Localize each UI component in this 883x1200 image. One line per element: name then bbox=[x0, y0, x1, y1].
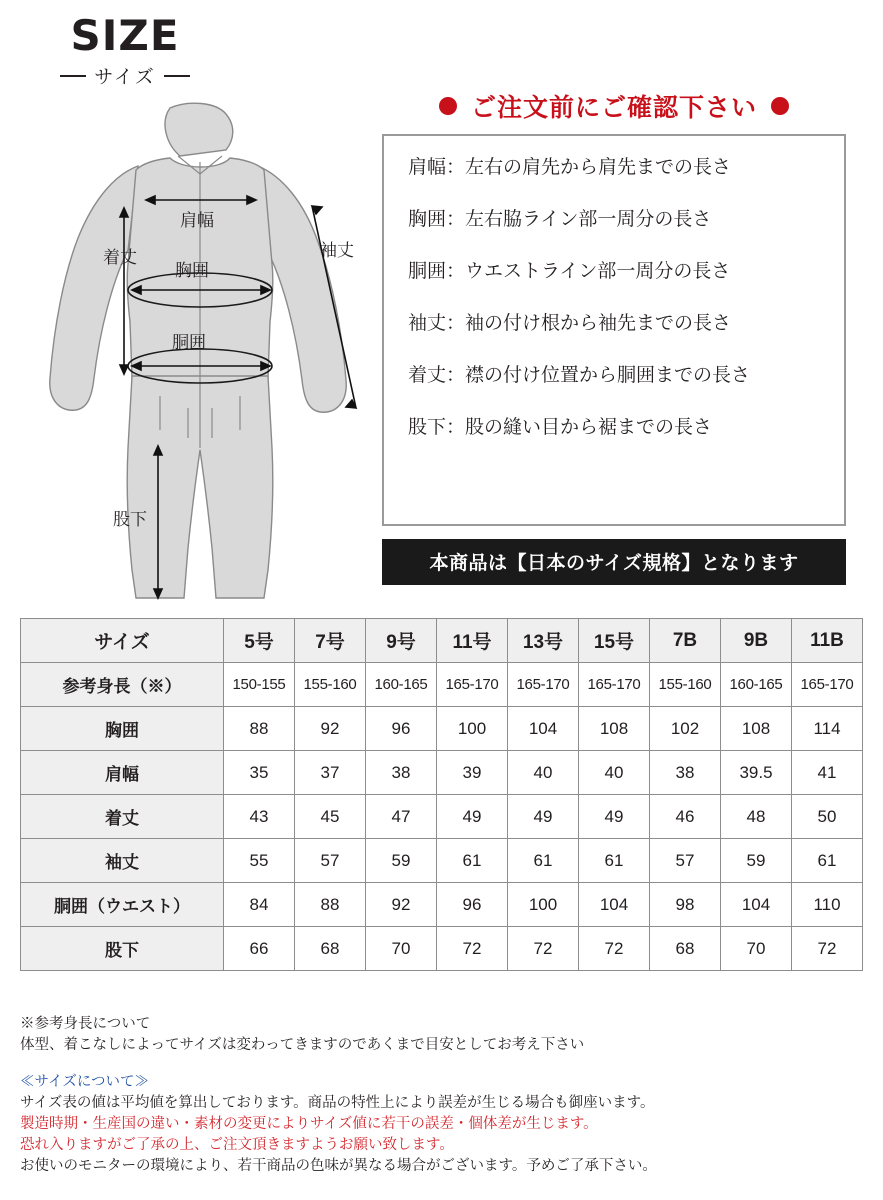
footnote-size bbox=[20, 1072, 865, 1177]
table-cell: 114 bbox=[792, 707, 863, 751]
table-cell: 160-165 bbox=[721, 663, 792, 707]
japan-size-standard-banner: 本商品は【日本のサイズ規格】となります bbox=[382, 539, 846, 585]
table-cell: 40 bbox=[508, 751, 579, 795]
table-header-row bbox=[21, 619, 863, 663]
table-cell: 96 bbox=[437, 883, 508, 927]
table-cell: 104 bbox=[721, 883, 792, 927]
notice-item: 着丈：襟の付け位置から胴囲までの長さ bbox=[408, 365, 751, 386]
table-cell: 39.5 bbox=[721, 751, 792, 795]
table-row-header: 肩幅 bbox=[21, 751, 224, 795]
table-row bbox=[21, 839, 863, 883]
notice-item: 股下：股の縫い目から裾までの長さ bbox=[408, 417, 713, 438]
table-cell: 61 bbox=[508, 839, 579, 883]
table-cell: 39 bbox=[437, 751, 508, 795]
coverall-diagram bbox=[20, 78, 380, 608]
table-cell: 61 bbox=[792, 839, 863, 883]
footnote-size-title: ≪サイズについて≫ bbox=[20, 1074, 150, 1090]
table-cell: 160-165 bbox=[366, 663, 437, 707]
table-row-header: 胸囲 bbox=[21, 707, 224, 751]
table-cell: 155-160 bbox=[295, 663, 366, 707]
notice-section bbox=[382, 88, 846, 585]
table-cell: 35 bbox=[224, 751, 295, 795]
table-col-header: 15号 bbox=[579, 619, 650, 663]
table-cell: 72 bbox=[508, 927, 579, 971]
table-cell: 59 bbox=[366, 839, 437, 883]
table-cell: 165-170 bbox=[508, 663, 579, 707]
table-cell: 100 bbox=[437, 707, 508, 751]
table-cell: 66 bbox=[224, 927, 295, 971]
footnote-height-body: 体型、着こなしによってサイズは変わってきますのであくまで目安としてお考え下さい bbox=[20, 1037, 585, 1053]
table-cell: 68 bbox=[295, 927, 366, 971]
notice-item: 袖丈：袖の付け根から袖先までの長さ bbox=[408, 313, 732, 334]
table-col-header: 9B bbox=[721, 619, 792, 663]
table-cell: 72 bbox=[792, 927, 863, 971]
table-cell: 43 bbox=[224, 795, 295, 839]
footnotes bbox=[20, 1014, 865, 1193]
table-cell: 57 bbox=[295, 839, 366, 883]
label-shoulder: 肩幅 bbox=[180, 211, 214, 230]
table-row bbox=[21, 663, 863, 707]
footnote-size-line1: サイズ表の値は平均値を算出しております。商品の特性上により誤差が生じる場合も御座います。 bbox=[20, 1095, 655, 1111]
label-length: 着丈 bbox=[103, 248, 137, 267]
table-cell: 100 bbox=[508, 883, 579, 927]
table-cell: 92 bbox=[366, 883, 437, 927]
table-col-header: 7号 bbox=[295, 619, 366, 663]
table-cell: 37 bbox=[295, 751, 366, 795]
notice-item: 胴囲：ウエストライン部一周分の長さ bbox=[408, 261, 731, 282]
label-sleeve: 袖丈 bbox=[320, 241, 354, 260]
title-rule-left bbox=[60, 75, 86, 77]
table-cell: 92 bbox=[295, 707, 366, 751]
table-cell: 55 bbox=[224, 839, 295, 883]
table-cell: 108 bbox=[579, 707, 650, 751]
table-cell: 102 bbox=[650, 707, 721, 751]
table-col-header: 7B bbox=[650, 619, 721, 663]
table-cell: 45 bbox=[295, 795, 366, 839]
table-col-header: 11号 bbox=[437, 619, 508, 663]
footnote-height-title: ※参考身長について bbox=[20, 1016, 151, 1032]
notice-box bbox=[382, 134, 846, 526]
table-cell: 84 bbox=[224, 883, 295, 927]
table-row bbox=[21, 795, 863, 839]
notice-item: 肩幅：左右の肩先から肩先までの長さ bbox=[408, 157, 732, 178]
bullet-dot-right-icon bbox=[771, 97, 789, 115]
table-cell: 165-170 bbox=[437, 663, 508, 707]
table-col-header: サイズ bbox=[21, 619, 224, 663]
table-cell: 46 bbox=[650, 795, 721, 839]
footnote-height bbox=[20, 1014, 865, 1056]
table-cell: 68 bbox=[650, 927, 721, 971]
table-cell: 165-170 bbox=[579, 663, 650, 707]
table-cell: 40 bbox=[579, 751, 650, 795]
table-row-header: 胴囲（ウエスト） bbox=[21, 883, 224, 927]
table-cell: 88 bbox=[224, 707, 295, 751]
table-row-header: 着丈 bbox=[21, 795, 224, 839]
table-cell: 49 bbox=[437, 795, 508, 839]
notice-title-text: ご注文前にご確認下さい bbox=[470, 94, 757, 122]
table-cell: 41 bbox=[792, 751, 863, 795]
notice-item: 胸囲：左右脇ライン部一周分の長さ bbox=[408, 209, 712, 230]
size-title-en: SIZE bbox=[70, 11, 180, 60]
table-cell: 61 bbox=[579, 839, 650, 883]
table-col-header: 9号 bbox=[366, 619, 437, 663]
footnote-size-line3: 恐れ入りますがご了承の上、ご注文頂きますようお願い致します。 bbox=[20, 1137, 454, 1153]
table-cell: 61 bbox=[437, 839, 508, 883]
table-row-header: 参考身長（※） bbox=[21, 663, 224, 707]
table-cell: 48 bbox=[721, 795, 792, 839]
size-table bbox=[20, 618, 863, 971]
table-row bbox=[21, 883, 863, 927]
table-cell: 50 bbox=[792, 795, 863, 839]
table-cell: 59 bbox=[721, 839, 792, 883]
table-cell: 150-155 bbox=[224, 663, 295, 707]
bullet-dot-left-icon bbox=[439, 97, 457, 115]
label-waist: 胴囲 bbox=[172, 333, 206, 352]
table-row bbox=[21, 707, 863, 751]
table-cell: 70 bbox=[366, 927, 437, 971]
size-title-ja: サイズ bbox=[94, 67, 156, 88]
table-col-header: 13号 bbox=[508, 619, 579, 663]
table-cell: 104 bbox=[579, 883, 650, 927]
table-cell: 110 bbox=[792, 883, 863, 927]
table-cell: 98 bbox=[650, 883, 721, 927]
table-cell: 165-170 bbox=[792, 663, 863, 707]
table-cell: 49 bbox=[508, 795, 579, 839]
table-col-header: 5号 bbox=[224, 619, 295, 663]
table-cell: 72 bbox=[579, 927, 650, 971]
table-cell: 47 bbox=[366, 795, 437, 839]
title-rule-right bbox=[164, 75, 190, 77]
table-col-header: 11B bbox=[792, 619, 863, 663]
footnote-size-line4: お使いのモニターの環境により、若干商品の色味が異なる場合がございます。予めご了承下さい。 bbox=[20, 1158, 657, 1174]
table-cell: 38 bbox=[366, 751, 437, 795]
table-row bbox=[21, 751, 863, 795]
table-cell: 88 bbox=[295, 883, 366, 927]
table-cell: 38 bbox=[650, 751, 721, 795]
table-cell: 96 bbox=[366, 707, 437, 751]
table-cell: 72 bbox=[437, 927, 508, 971]
table-cell: 57 bbox=[650, 839, 721, 883]
table-row-header: 袖丈 bbox=[21, 839, 224, 883]
table-cell: 108 bbox=[721, 707, 792, 751]
notice-title-row bbox=[382, 88, 846, 124]
label-bust: 胸囲 bbox=[175, 261, 209, 280]
table-cell: 70 bbox=[721, 927, 792, 971]
label-inseam: 股下 bbox=[113, 510, 147, 529]
table-cell: 104 bbox=[508, 707, 579, 751]
table-row bbox=[21, 927, 863, 971]
footnote-size-line2: 製造時期・生産国の違い・素材の変更によりサイズ値に若干の誤差・個体差が生じます。 bbox=[20, 1116, 598, 1132]
table-cell: 49 bbox=[579, 795, 650, 839]
table-row-header: 股下 bbox=[21, 927, 224, 971]
table-cell: 155-160 bbox=[650, 663, 721, 707]
